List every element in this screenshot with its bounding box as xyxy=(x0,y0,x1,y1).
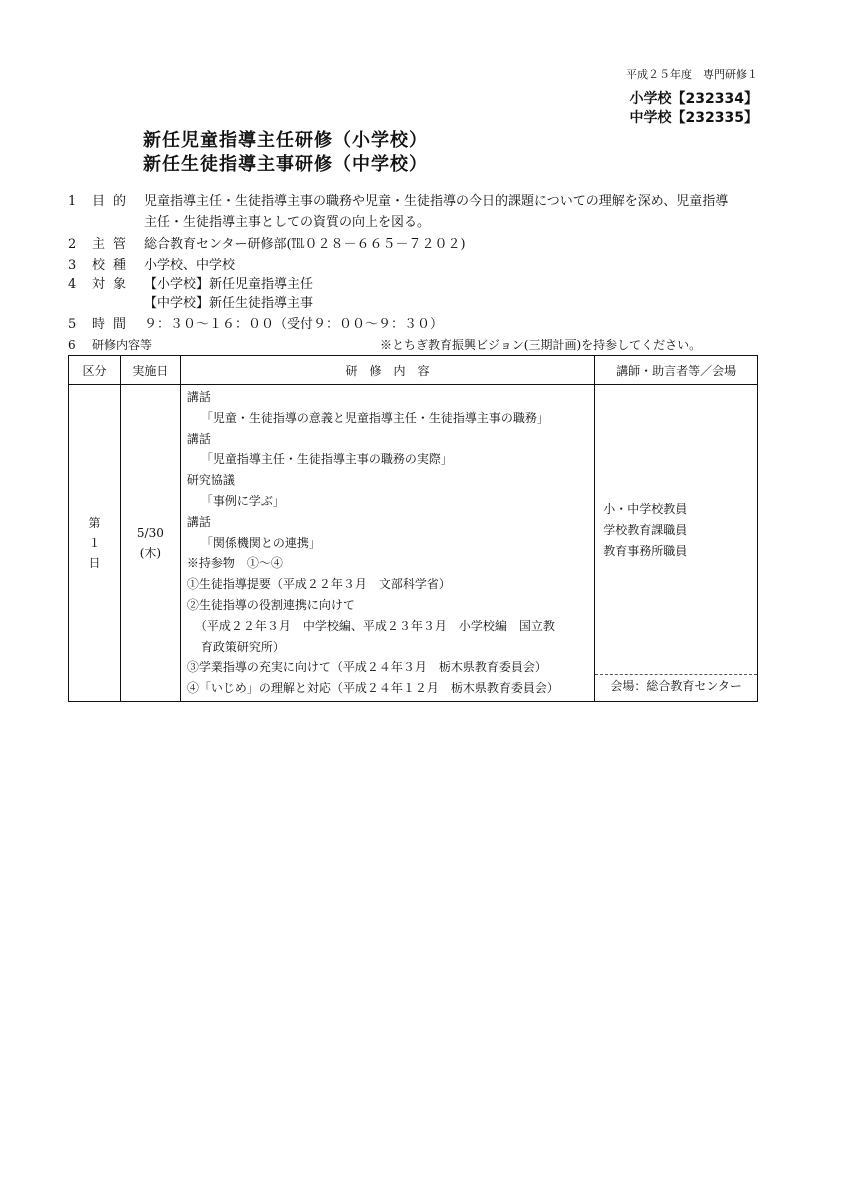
bring-note: ※とちぎ教育振興ビジョン(三期計画)を持参してください。 xyxy=(380,338,702,352)
school-type-row xyxy=(68,256,235,276)
instructor-item: 教育事務所職員 xyxy=(603,544,688,558)
content-line: 「関係機関との連携」 xyxy=(200,535,321,550)
day-line: 第 xyxy=(88,515,101,530)
item-number: 1 xyxy=(68,194,77,209)
item-number: 3 xyxy=(68,258,77,273)
item-label: 研修内容等 xyxy=(92,338,153,352)
item-number: 4 xyxy=(68,277,77,292)
organizer-text: 総合教育センター研修部(℡０２８－６６５－７２０２) xyxy=(144,237,466,252)
item-label: 主管 xyxy=(92,237,135,252)
title-elementary: 新任児童指導主任研修（小学校） xyxy=(143,130,428,151)
time-row xyxy=(68,315,443,335)
content-line: 研究協議 xyxy=(186,473,235,488)
item-label: 目的 xyxy=(92,194,135,209)
day-cell xyxy=(69,385,121,702)
content-line: 「児童・生徒指導の意義と児童指導主任・生徒指導主事の職務」 xyxy=(200,410,549,425)
junior-course-code: 中学校【232335】 xyxy=(629,110,758,126)
content-line: 育政策研究所） xyxy=(200,639,285,654)
instructor-item: 小・中学校教員 xyxy=(603,502,688,516)
elementary-course-code: 小学校【232334】 xyxy=(629,91,758,107)
fiscal-year-label: 平成２５年度 専門研修１ xyxy=(626,68,758,81)
day-line: 日 xyxy=(88,555,101,570)
header-category: 区分 xyxy=(69,356,121,385)
item-label: 校種 xyxy=(92,258,135,273)
header-instructor: 講師・助言者等／会場 xyxy=(595,356,758,385)
item-label: 対象 xyxy=(92,277,135,292)
content-line: ②生徒指導の役割連携に向けて xyxy=(186,597,355,612)
content-line: ①生徒指導提要（平成２２年３月 文部科学省） xyxy=(186,577,451,592)
item-number: 5 xyxy=(68,317,77,332)
time-text: ９：３０～１６：００（受付９：００～９：３０） xyxy=(144,317,444,332)
organizer-row xyxy=(68,235,466,255)
content-line: 「児童指導主任・生徒指導主事の職務の実際」 xyxy=(200,452,453,467)
content-cell xyxy=(180,385,594,702)
item-label: 時間 xyxy=(92,317,135,332)
purpose-text-1: 児童指導主任・生徒指導主事の職務や児童・生徒指導の今日的課題についての理解を深め、児童指導 xyxy=(144,194,729,209)
date-value: 5/30 xyxy=(136,525,164,540)
header-content: 研 修 内 容 xyxy=(180,356,594,385)
header-date: 実施日 xyxy=(120,356,180,385)
content-line: 講話 xyxy=(186,431,211,446)
target-row xyxy=(68,275,313,295)
content-line: 講話 xyxy=(186,514,211,529)
target-text-2: 【中学校】新任生徒指導主事 xyxy=(144,296,314,311)
instructor-list xyxy=(603,499,687,562)
content-row xyxy=(68,335,152,355)
content-lines xyxy=(187,387,588,699)
target-text-1: 【小学校】新任児童指導主任 xyxy=(144,277,314,292)
item-number: 6 xyxy=(68,338,76,352)
content-line: ④「いじめ」の理解と対応（平成２４年１２月 栃木県教育委員会） xyxy=(186,681,559,696)
instructor-item: 学校教育課職員 xyxy=(603,523,688,537)
table-header-row xyxy=(69,356,758,385)
content-line: （平成２２年３月 中学校編、平成２３年３月 小学校編 国立教 xyxy=(194,618,555,633)
date-cell xyxy=(120,385,180,702)
instructor-cell xyxy=(595,385,758,702)
content-line: 「事例に学ぶ」 xyxy=(200,493,285,508)
schedule-table xyxy=(68,355,758,702)
title-junior: 新任生徒指導主事研修（中学校） xyxy=(143,154,428,175)
weekday-value: (木) xyxy=(139,545,162,560)
item-number: 2 xyxy=(68,237,77,252)
school-type-text: 小学校、中学校 xyxy=(144,258,236,273)
content-line: ③学業指導の充実に向けて（平成２４年３月 栃木県教育委員会） xyxy=(186,660,547,675)
table-row xyxy=(69,385,758,702)
venue-label: 会場：総合教育センター xyxy=(595,674,757,697)
purpose-row xyxy=(68,192,728,212)
purpose-text-2: 主任・生徒指導主事としての資質の向上を図る。 xyxy=(144,215,431,230)
content-line: ※持参物 ①～④ xyxy=(186,556,283,571)
content-line: 講話 xyxy=(186,390,211,404)
day-line: １ xyxy=(88,535,101,550)
